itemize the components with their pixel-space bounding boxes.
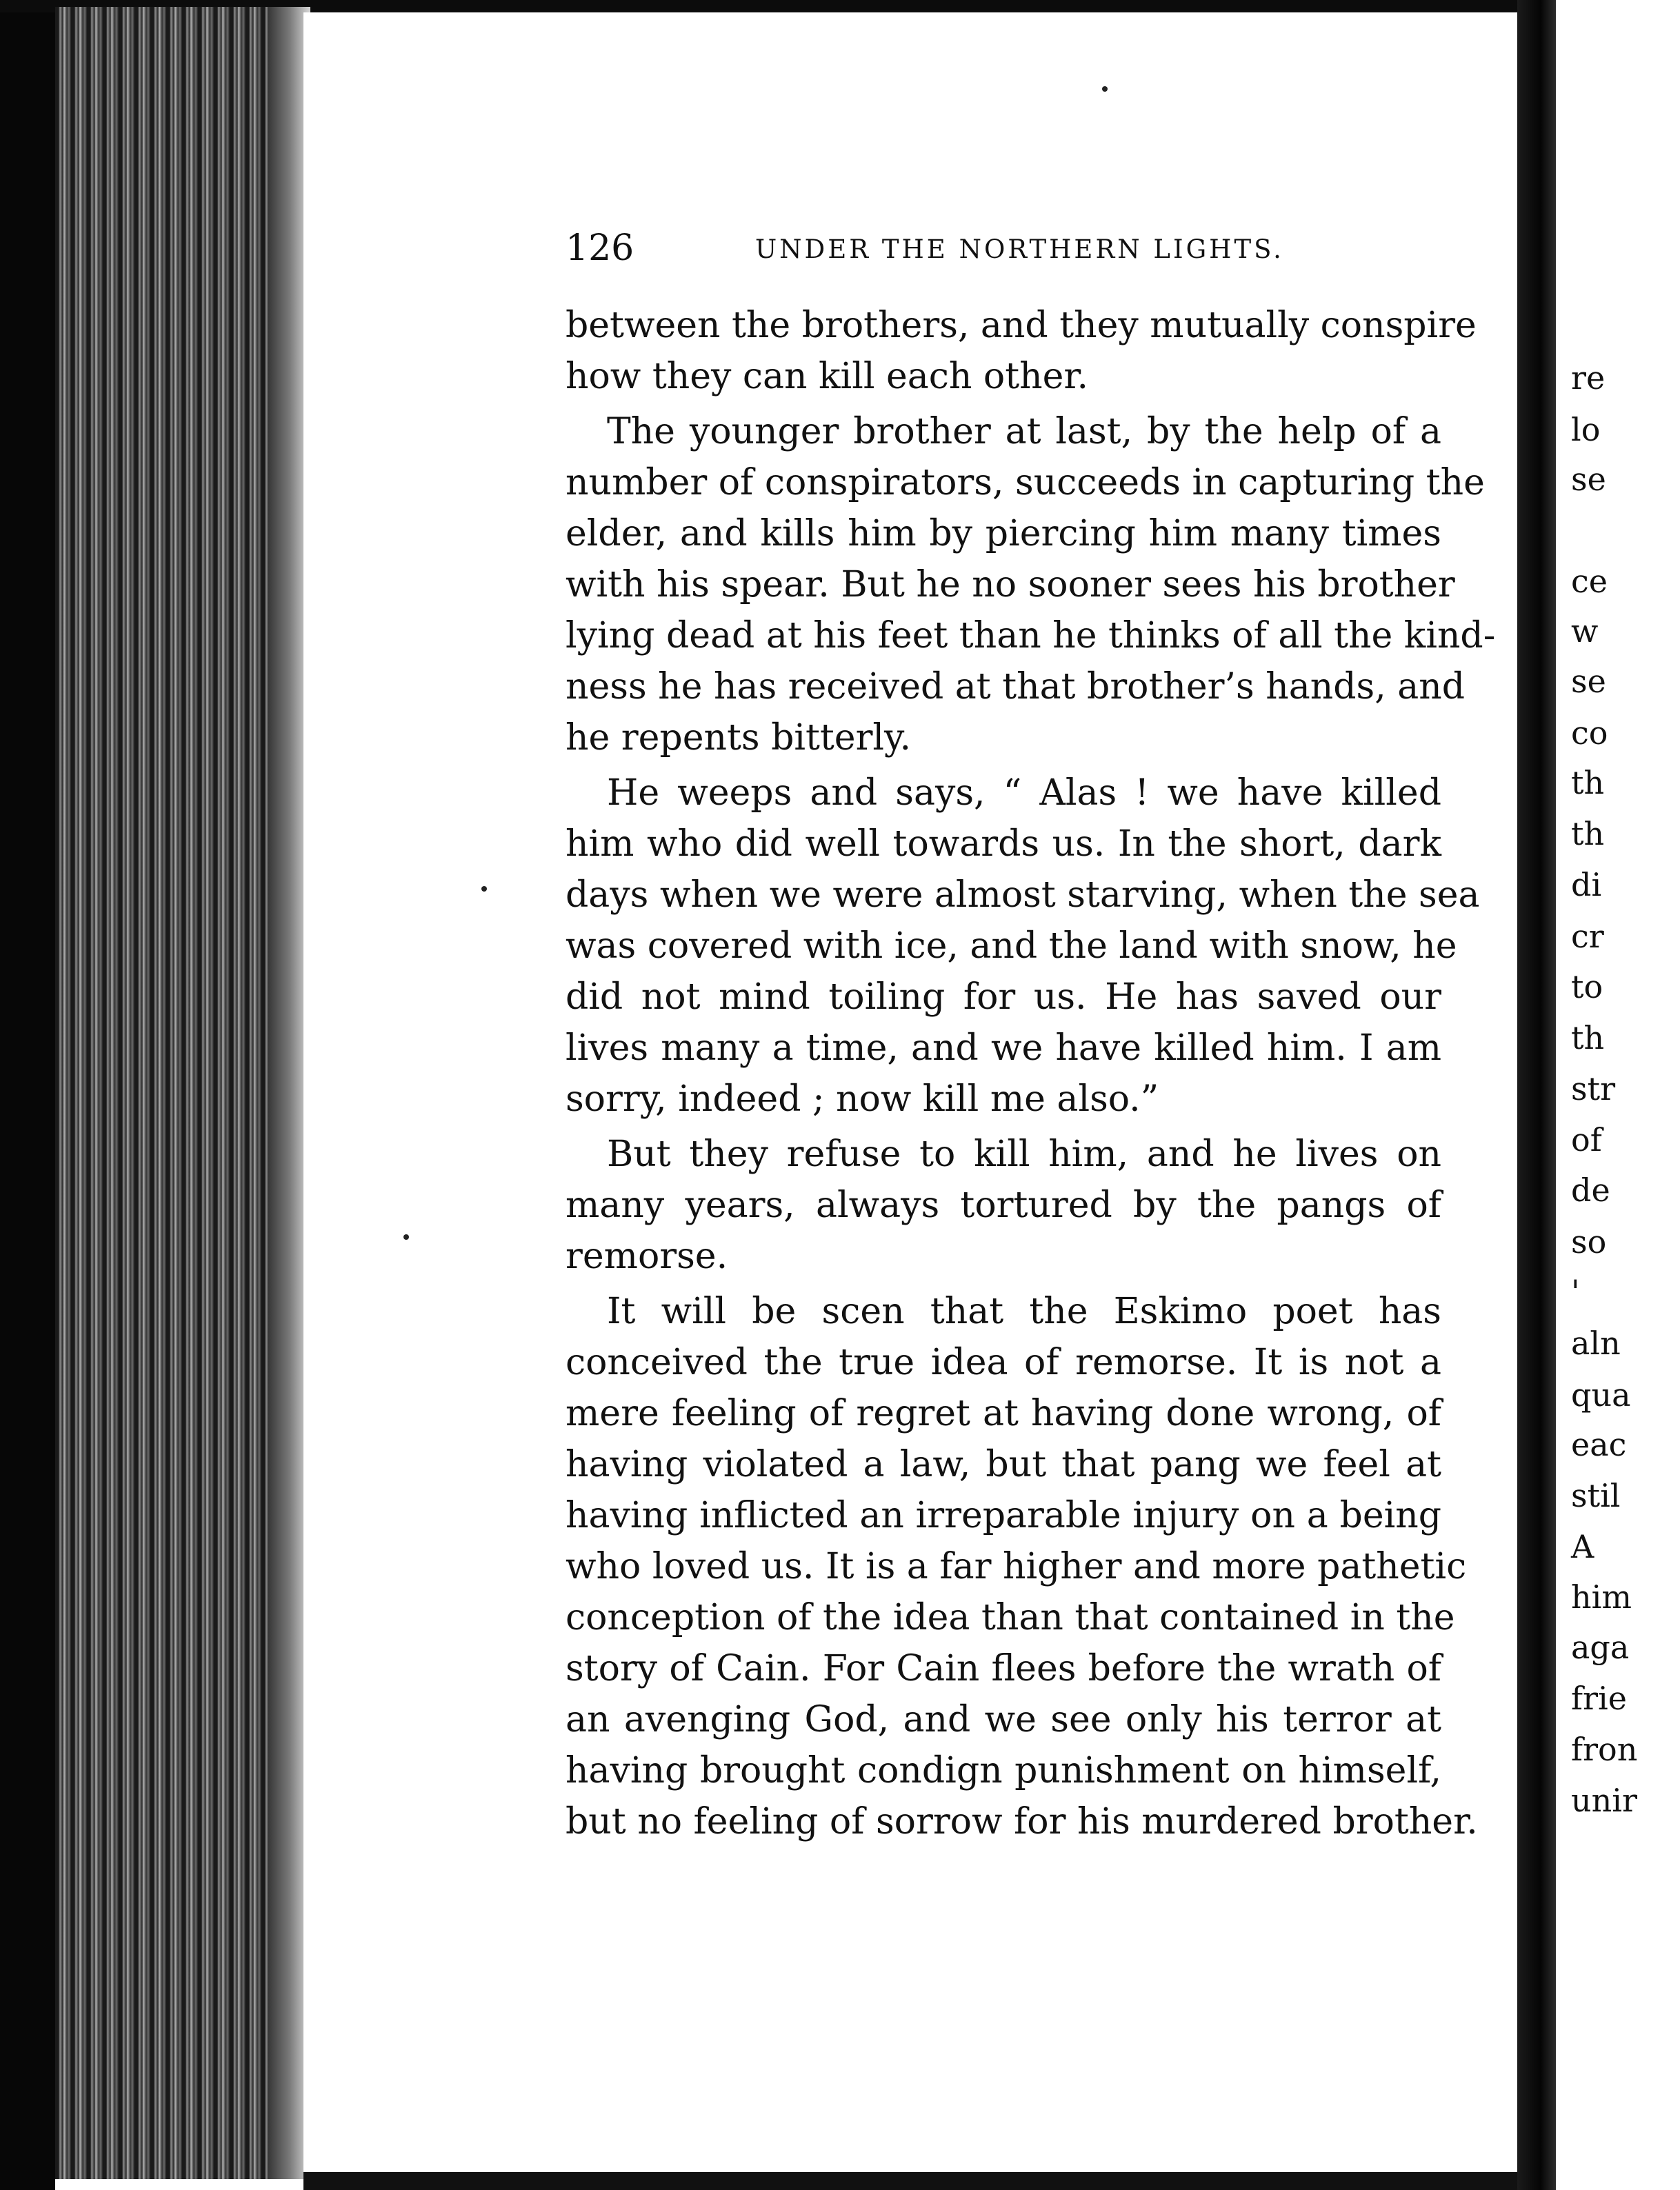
text-line: days when we were almost starving, when the sea [566, 874, 1480, 916]
scan-speck [1102, 86, 1108, 92]
text-line: with his spear. But he no sooner sees his brother [566, 564, 1455, 605]
facing-fragment: qua [1571, 1376, 1631, 1414]
facing-fragment: stil [1571, 1477, 1621, 1514]
page-number: 126 [566, 228, 634, 269]
scan-speck [403, 1234, 409, 1240]
text-line: but no feeling of sorrow for his murdered brother. [566, 1801, 1478, 1842]
facing-fragment: th [1571, 815, 1605, 852]
facing-fragment: re [1571, 359, 1606, 396]
facing-fragment: A [1571, 1528, 1594, 1565]
running-head [566, 228, 1441, 276]
facing-fragment: se [1571, 461, 1606, 498]
text-line: was covered with ice, and the land with snow, he [566, 925, 1457, 967]
facing-fragment: eac [1571, 1426, 1627, 1463]
text-line: having inflicted an irreparable injury on a being [566, 1495, 1441, 1536]
facing-fragment: unir [1571, 1782, 1637, 1819]
facing-fragment: th [1571, 764, 1605, 801]
text-line: conceived the true idea of remorse. It is not a [566, 1342, 1441, 1383]
text-line: mere feeling of regret at having done wrong, of [566, 1393, 1441, 1434]
text-line: But they refuse to kill him, and he lives on [607, 1134, 1441, 1175]
facing-page [1556, 0, 1680, 2190]
facing-fragment: him [1571, 1578, 1632, 1616]
text-line: having violated a law, but that pang we feel at [566, 1444, 1441, 1485]
facing-fragment: so [1571, 1223, 1607, 1260]
facing-fragment: of [1571, 1121, 1602, 1158]
facing-fragment: de [1571, 1172, 1610, 1209]
text-line: The younger brother at last, by the help of a [607, 411, 1441, 452]
text-line: story of Cain. For Cain flees before the wrath of [566, 1648, 1441, 1689]
text-line: conception of the idea than that contained in the [566, 1597, 1455, 1638]
facing-fragment: ' [1571, 1273, 1580, 1310]
text-line: ness he has received at that brother’s hands, and [566, 666, 1466, 707]
facing-fragment: di [1571, 866, 1602, 903]
scan-background-left [0, 0, 55, 2190]
facing-fragment: aln [1571, 1325, 1621, 1362]
text-line: number of conspirators, succeeds in capturing the [566, 462, 1485, 503]
facing-fragment: ce [1571, 563, 1608, 600]
facing-fragment: lo [1571, 411, 1601, 448]
text-line: He weeps and says, “ Alas ! we have killed [607, 772, 1441, 814]
text-line: lives many a time, and we have killed him. I am [566, 1027, 1441, 1069]
text-line: did not mind toiling for us. He has saved our [566, 976, 1441, 1018]
page-bottom-edge [303, 2172, 1531, 2190]
text-line: between the brothers, and they mutually conspire [566, 305, 1477, 346]
facing-fragment: str [1571, 1070, 1616, 1107]
text-line: sorry, indeed ; now kill me also.” [566, 1078, 1159, 1120]
text-line: how they can kill each other. [566, 356, 1089, 397]
text-line: remorse. [566, 1236, 728, 1277]
facing-fragment: co [1571, 714, 1608, 752]
text-line: who loved us. It is a far higher and more pathetic [566, 1546, 1467, 1587]
running-head-title: UNDER THE NORTHERN LIGHTS. [755, 234, 1284, 264]
body-text [566, 300, 1496, 1847]
facing-fragment: th [1571, 1019, 1605, 1056]
page-edges-stack [55, 7, 303, 2179]
facing-fragment: fron [1571, 1731, 1638, 1768]
facing-fragment: to [1571, 968, 1603, 1005]
text-line: It will be scen that the Eskimo poet has [607, 1291, 1441, 1332]
facing-fragment: se [1571, 663, 1606, 700]
text-line: he repents bitterly. [566, 717, 912, 759]
text-line: many years, always tortured by the pangs of [566, 1185, 1441, 1226]
text-line: an avenging God, and we see only his terror at [566, 1699, 1441, 1740]
facing-fragment: aga [1571, 1629, 1630, 1666]
facing-fragment: cr [1571, 918, 1604, 955]
text-line: having brought condign punishment on himself, [566, 1750, 1441, 1791]
facing-fragment: frie [1571, 1680, 1627, 1717]
book-gutter [1517, 0, 1556, 2190]
facing-fragment: w [1571, 612, 1599, 650]
scan-speck [481, 886, 487, 892]
text-line: him who did well towards us. In the short, dark [566, 823, 1441, 865]
text-line: elder, and kills him by piercing him many times [566, 513, 1441, 554]
text-line: lying dead at his feet than he thinks of all the kind- [566, 615, 1496, 656]
